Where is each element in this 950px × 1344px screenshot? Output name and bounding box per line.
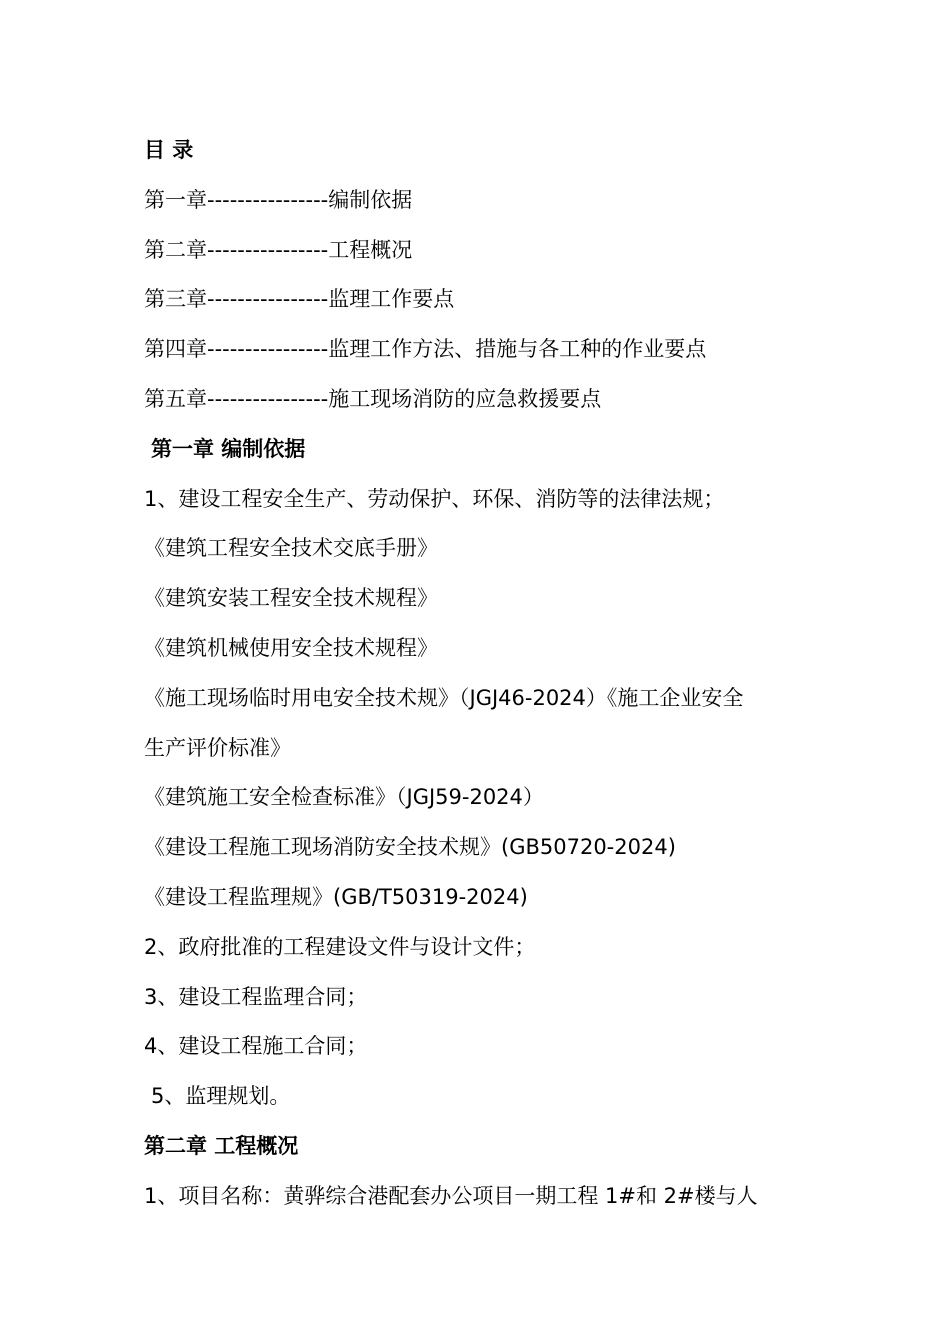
chapter1-line-1: 1、建设工程安全生产、劳动保护、环保、消防等的法律法规； xyxy=(144,486,725,511)
toc-item-4: 第四章----------------监理工作方法、措施与各工种的作业要点 xyxy=(144,337,707,362)
chapter1-line-10: 2、政府批准的工程建设文件与设计文件； xyxy=(144,934,536,959)
chapter1-line-4: 《建筑机械使用安全技术规程》 xyxy=(144,635,438,660)
toc-item-5: 第五章----------------施工现场消防的应急救援要点 xyxy=(144,386,602,411)
toc-item-2: 第二章----------------工程概况 xyxy=(144,237,413,262)
toc-title: 目 录 xyxy=(144,138,194,162)
chapter1-line-2: 《建筑工程安全技术交底手册》 xyxy=(144,536,438,561)
chapter1-line-3: 《建筑安装工程安全技术规程》 xyxy=(144,586,438,611)
chapter1-line-7: 《建筑施工安全检查标准》（JGJ59-2024） xyxy=(144,785,544,810)
toc-item-1: 第一章----------------编制依据 xyxy=(144,187,413,212)
chapter1-heading: 第一章 编制依据 xyxy=(151,436,306,461)
chapter1-line-9: 《建设工程监理规》(GB/T50319-2024) xyxy=(144,884,528,909)
chapter1-line-12: 4、建设工程施工合同； xyxy=(144,1034,368,1059)
chapter1-line-11: 3、建设工程监理合同； xyxy=(144,984,368,1009)
document-page xyxy=(144,126,824,1222)
chapter2-heading: 第二章 工程概况 xyxy=(144,1133,299,1158)
chapter1-line-13: 5、监理规划。 xyxy=(151,1084,291,1109)
toc-item-3: 第三章----------------监理工作要点 xyxy=(144,287,455,312)
chapter1-line-8: 《建设工程施工现场消防安全技术规》(GB50720-2024) xyxy=(144,835,676,860)
chapter1-line-6: 生产评价标准》 xyxy=(144,735,291,760)
chapter2-line-1: 1、项目名称：黄骅综合港配套办公项目一期工程 1#和 2#楼与人 xyxy=(144,1183,758,1208)
chapter1-line-5: 《施工现场临时用电安全技术规》（JGJ46-2024）《施工企业安全 xyxy=(144,685,744,710)
